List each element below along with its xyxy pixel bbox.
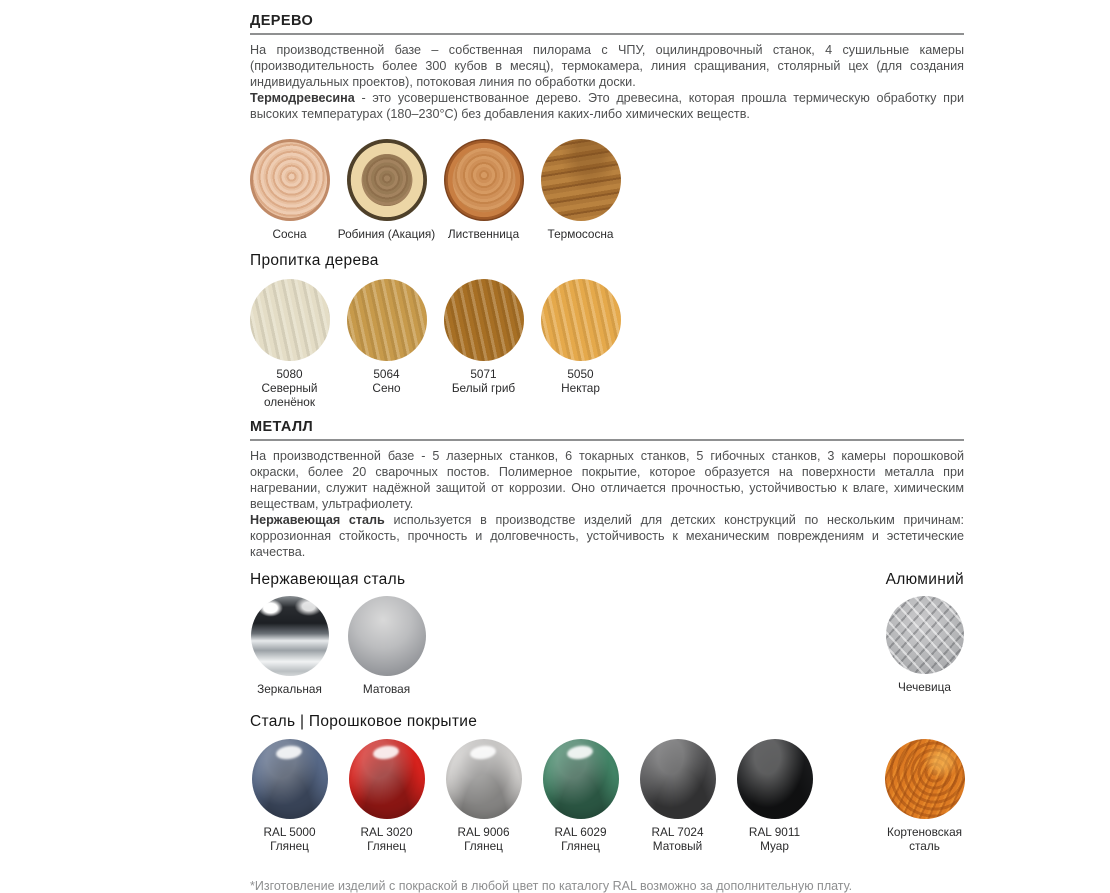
ral-code: RAL 7024 (651, 825, 704, 839)
stainless-finish-item (338, 596, 435, 696)
powder-color-item (726, 739, 823, 853)
powder-color-item (629, 739, 726, 853)
stainless-finish-item (241, 596, 338, 696)
wood-intro-text: На производственной базе – собственная пилорама с ЧПУ, оцилиндровочный станок, 4 сушильные камеры (производительность более 300 кубов в месяц), термокамера, линия сращивания, столярный цех (для создания индивидуальных проектов), потоковая линия по обработки доски. (250, 43, 964, 89)
stainless-steel-term: Нержавеющая сталь (250, 513, 385, 527)
powder-coating-title: Сталь | Порошковое покрытие (250, 713, 478, 730)
ral-6029-sphere-image (543, 739, 619, 819)
wood-intro-paragraph (250, 42, 964, 122)
metal-section-title: МЕТАЛЛ (250, 419, 314, 435)
wood-species-row (241, 139, 964, 241)
corten-steel-image (885, 739, 965, 819)
ral-code: RAL 9011 (748, 825, 801, 839)
pine-wood-slice-image (250, 139, 330, 221)
aluminum-finish-item (876, 596, 973, 696)
wood-species-item (338, 139, 435, 241)
mirror-steel-sphere-image (251, 596, 329, 676)
matte-steel-sphere-image (348, 596, 426, 676)
robinia-wood-slice-image (347, 139, 427, 221)
powder-color-item (338, 739, 435, 853)
finish-label: Зеркальная (257, 682, 322, 696)
impregnation-item (241, 279, 338, 409)
catalog-page (250, 0, 964, 893)
ral-finish: Глянец (561, 839, 600, 853)
aluminum-title: Алюминий (885, 571, 964, 588)
stainless-title: Нержавеющая сталь (250, 571, 406, 588)
finish-label: Матовая (362, 682, 411, 696)
ral-finish: Глянец (367, 839, 406, 853)
powder-coating-row (241, 739, 964, 853)
wood-species-label: Робиния (Акация) (337, 227, 436, 241)
stainless-steel-text: используется в производстве изделий для детских конструкций по нескольким причинам: коррозионная стойкость, прочность и долговечность, устойчивость к механическим повреждениям и эстетические качества. (250, 513, 964, 559)
thermo-pine-wood-image (541, 139, 621, 221)
impregnation-item (532, 279, 629, 409)
stain-name: Северный оленёнок (261, 381, 318, 409)
corten-label: Кортеновская сталь (886, 825, 963, 853)
stain-code: 5064 (373, 367, 400, 381)
ral-3020-sphere-image (349, 739, 425, 819)
stain-name: Сено (372, 381, 401, 395)
ral-code: RAL 9006 (457, 825, 510, 839)
stain-swatch-5050 (541, 279, 621, 361)
wood-species-label: Лиственница (447, 227, 520, 241)
wood-species-item (435, 139, 532, 241)
stain-swatch-5064 (347, 279, 427, 361)
wood-species-item (532, 139, 629, 241)
wood-section-title: ДЕРЕВО (250, 13, 314, 29)
section-divider (250, 33, 964, 35)
ral-footnote: *Изготовление изделий с покраской в любой цвет по каталогу RAL возможно за дополнительную плату. (250, 879, 853, 893)
checker-plate-aluminum-image (886, 596, 964, 674)
ral-finish: Глянец (464, 839, 503, 853)
stain-code: 5071 (470, 367, 497, 381)
ral-9006-sphere-image (446, 739, 522, 819)
ral-7024-sphere-image (640, 739, 716, 819)
corten-steel-item (876, 739, 973, 853)
ral-5000-sphere-image (252, 739, 328, 819)
stain-code: 5050 (567, 367, 594, 381)
impregnation-row (241, 279, 964, 409)
thermo-wood-text: - это усовершенствованное дерево. Это древесина, которая прошла термическую обработку при высоких температурах (180–230°С) без добавления каких-либо химических веществ. (250, 91, 964, 121)
stain-code: 5080 (276, 367, 303, 381)
stainless-aluminum-row (241, 596, 964, 696)
impregnation-item (435, 279, 532, 409)
impregnation-item (338, 279, 435, 409)
wood-species-label: Сосна (272, 227, 307, 241)
impregnation-title: Пропитка дерева (250, 252, 379, 269)
powder-color-item (241, 739, 338, 853)
wood-species-label: Термососна (547, 227, 614, 241)
wood-species-item (241, 139, 338, 241)
ral-finish: Муар (760, 839, 789, 853)
ral-9011-sphere-image (737, 739, 813, 819)
powder-color-item (435, 739, 532, 853)
ral-code: RAL 3020 (360, 825, 413, 839)
metal-subheadings-row (250, 571, 964, 589)
ral-finish: Глянец (270, 839, 309, 853)
stain-name: Нектар (561, 381, 600, 395)
powder-color-item (532, 739, 629, 853)
ral-code: RAL 5000 (263, 825, 316, 839)
stain-swatch-5080 (250, 279, 330, 361)
finish-label: Чечевица (898, 680, 951, 694)
ral-finish: Матовый (652, 839, 703, 853)
metal-intro-text: На производственной базе - 5 лазерных станков, 6 токарных станков, 5 гибочных станков, 3 камеры порошковой окраски, более 20 сварочных постов. Полимерное покрытие, которое образуется на поверхности металла при нагревании, служит надёжной защитой от коррозии. Оно отличается прочностью, устойчивостью к влаге, химическим веществам, ультрафиолету. (250, 449, 964, 511)
thermo-wood-term: Термодревесина (250, 91, 355, 105)
stain-swatch-5071 (444, 279, 524, 361)
larch-wood-slice-image (444, 139, 524, 221)
metal-intro-paragraph (250, 448, 964, 560)
ral-code: RAL 6029 (554, 825, 607, 839)
stain-name: Белый гриб (451, 381, 516, 395)
section-divider (250, 439, 964, 441)
